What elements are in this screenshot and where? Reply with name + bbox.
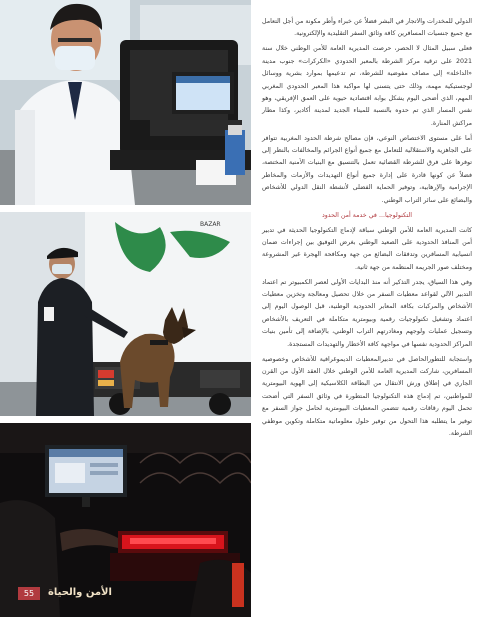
photo-k9-inspection <box>0 212 251 416</box>
article-paragraph: الدولي للمخدرات والاتجار في البشر فضلاً عن خبراء وأطر مكونة من أجل التعامل مع جميع جنسيات المسافرين كافة وثائق السفر التقليدية والإلكترونية. <box>262 18 472 38</box>
photo-officer-laptop <box>0 0 251 205</box>
page-number: 55 <box>18 587 40 600</box>
article-paragraph: فعلى سبيل المثال لا الحصر، حرصت المديرية العامة للأمن الوطني خلال سنة 2021 على ترقية مركز الشرطة بالمعبر الحدودي «الكركرات» جنوب مدينة «الداخلة» إلى مصاف مفوضية للشرطة، تم تدعيمها بموارد بشرية ووسائل لوجستيكية مهمة، وذلك حتى يتسنى لها مواكبة هذا المعبر الحدودي المغربي المهم، الذي أضحى اليوم يشكل بوابة اقتصادية حيوية على العمق الإفريقي، وهو نفس المسار الذي تم حدوه بالنسبة للميناء الجديد لمدينة أكادير، وكذا مطار مراكش المنارة. <box>262 45 472 127</box>
photo-officer-laptop-illustration <box>0 0 251 205</box>
magazine-name: الأمن والحياة <box>48 587 112 598</box>
photo-k9-inspection-illustration <box>0 212 251 416</box>
section-subheading: التكنولوجيا... في خدمة أمن الحدود <box>321 211 413 219</box>
svg-text:BAZAR: BAZAR <box>200 221 221 228</box>
article-paragraph: وفي هذا السياق، يجدر التذكير أنه منذ البدايات الأولى لعصر الكمبيوتر تم اعتماد التدبير الآلي لقواعد معطيات السفر من خلال تحصيل ومعالجة وتخزين معطيات الأشخاص والمركبات بكافة المعابر الحدودية الوطنية، قبل الوصول اليوم إلى اعتماد وتشغيل تكنولوجيات رقمية وبيومترية متكاملة في التعريف بالأشخاص وتسجيل عمليات ولوجهم ومغادرتهم التراب الوطني، بالإضافة إلى تأمين بنيات المراكز الحدودية نفسها في مواجهة كافة الأخطار والتهديدات المستجدة. <box>262 278 472 348</box>
article-paragraph: أما على مستوى الاختصاص النوعي، فإن مصالح شرطة الحدود المغربية تتوافر على الجاهزية والاستقلالية للتعامل مع جميع أنواع الجرائم والمخالفات بالنظر إلى توفرها على فرق للشرطة القضائية تعمل بالتنسيق مع البنيات الأمنية المختصة، فضلاً عن كونها قادرة على إدارة جميع أنواع التهديدات والأزمات والمخاطر الإجرامية والإرهابية، وتوفير الحماية الفضلى لأنشطة النقل الدولي للأشخاص والبضائع على سائر التراب الوطني. <box>262 134 472 204</box>
article-paragraph: واستجابة للتطورالحاصل في تدبيرالمعطيات الديموغرافية للأشخاص وخصوصية المسافرين، شاركت المديرية العامة للأمن الوطني خلال العقد الأول من القرن الجاري في إطلاق ورش الانتقال من البطاقة الكلاسيكية إلى الهوية البيومترية للمواطنين، تم إدماج هذه التكنولوجيا المتطورة في وثائق السفر التي أضحت تحمل اليوم رقاقات رقمية تتضمن المعطيات البيومترية لحامل جواز السفر مع توفير ما يتطلبه هذا التحول من توفير حلول معلوماتية متكاملة وتكوين موظفي الشرطة. <box>262 355 472 437</box>
article-paragraph: كانت المديرية العامة للأمن الوطني سباقة لإدماج التكنولوجيا الحديثة في تدبير أمن المنافذ الحدودية على الصعيد الوطني بغرض التوفيق بين إجراءات ضمان انسيابية المسافرين وتدفقات البضائع من جهة ومكافحة الهجرة غير المشروعة ومختلف صور الجريمة المنظمة من جهة ثانية. <box>262 226 472 271</box>
article-text-column <box>262 16 472 608</box>
photo-passport-scanner <box>0 423 251 617</box>
